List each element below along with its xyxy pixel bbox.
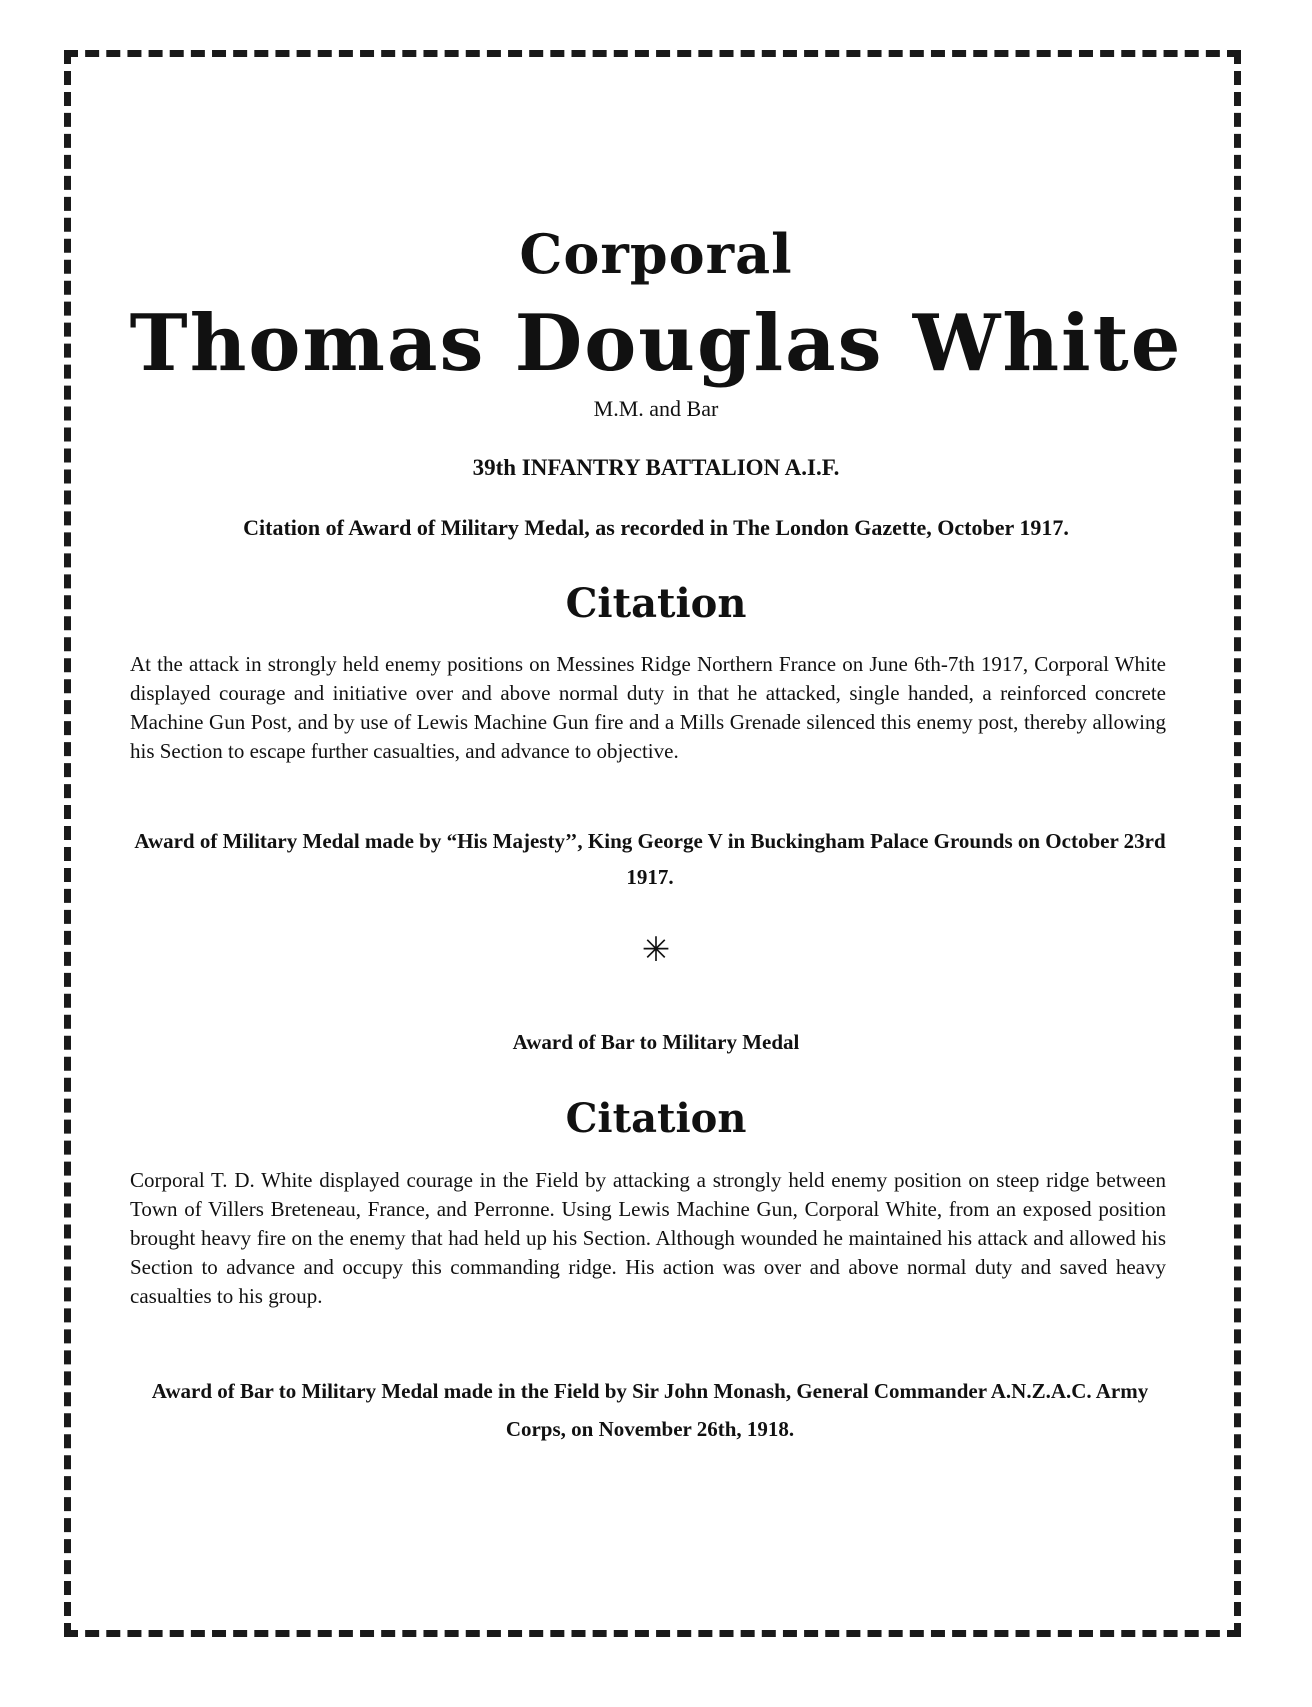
gazette-note: Citation of Award of Military Medal, as recorded in The London Gazette, October 1917. [243,515,1069,540]
rank-title: Corporal [519,222,793,286]
recipient-name: Thomas Douglas White [129,298,1183,389]
battalion-line: 39th INFANTRY BATTALION A.I.F. [472,455,840,480]
citation-heading: Citation [565,1095,747,1142]
citation-text: Corporal T. D. White displayed courage in the Field by attacking a strongly held enemy position on steep ridge between Town of Villers Breteneau, France, and Perronne. Using Lewis Machine Gun, Corporal White, from an exposed position brought heavy fire on the enemy that had held up his Section. Although wounded he maintained his attack and allowed his Section to advance and occupy this commanding ridge. His action was over and above normal duty and saved heavy casualties to his group. [130,1168,1166,1308]
citation-heading: Citation [565,580,747,627]
citation-text: At the attack in strongly held enemy positions on Messines Ridge Northern France on June 6th-7th 1917, Corporal White displayed courage and initiative over and above normal duty in that he attacked, single handed, a reinforced concrete Machine Gun Post, and by use of Lewis Machine Gun fire and a Mills Grenade silenced this enemy post, thereby allowing his Section to escape further casualties, and advance to objective. [130,652,1166,763]
award-statement: Award of Military Medal made by “His Majesty’’, King George V in Buckingham Palace Grounds on October 23rd 1917. [134,829,1166,889]
asterisk-separator: ✳ [641,932,671,969]
honours-line: M.M. and Bar [593,396,719,421]
award-statement: Award of Bar to Military Medal made in the Field by Sir John Monash, General Commander A.N.Z.A.C. Army Corps, on November 26th, 1918. [151,1379,1149,1441]
bar-award-heading: Award of Bar to Military Medal [512,1030,800,1054]
